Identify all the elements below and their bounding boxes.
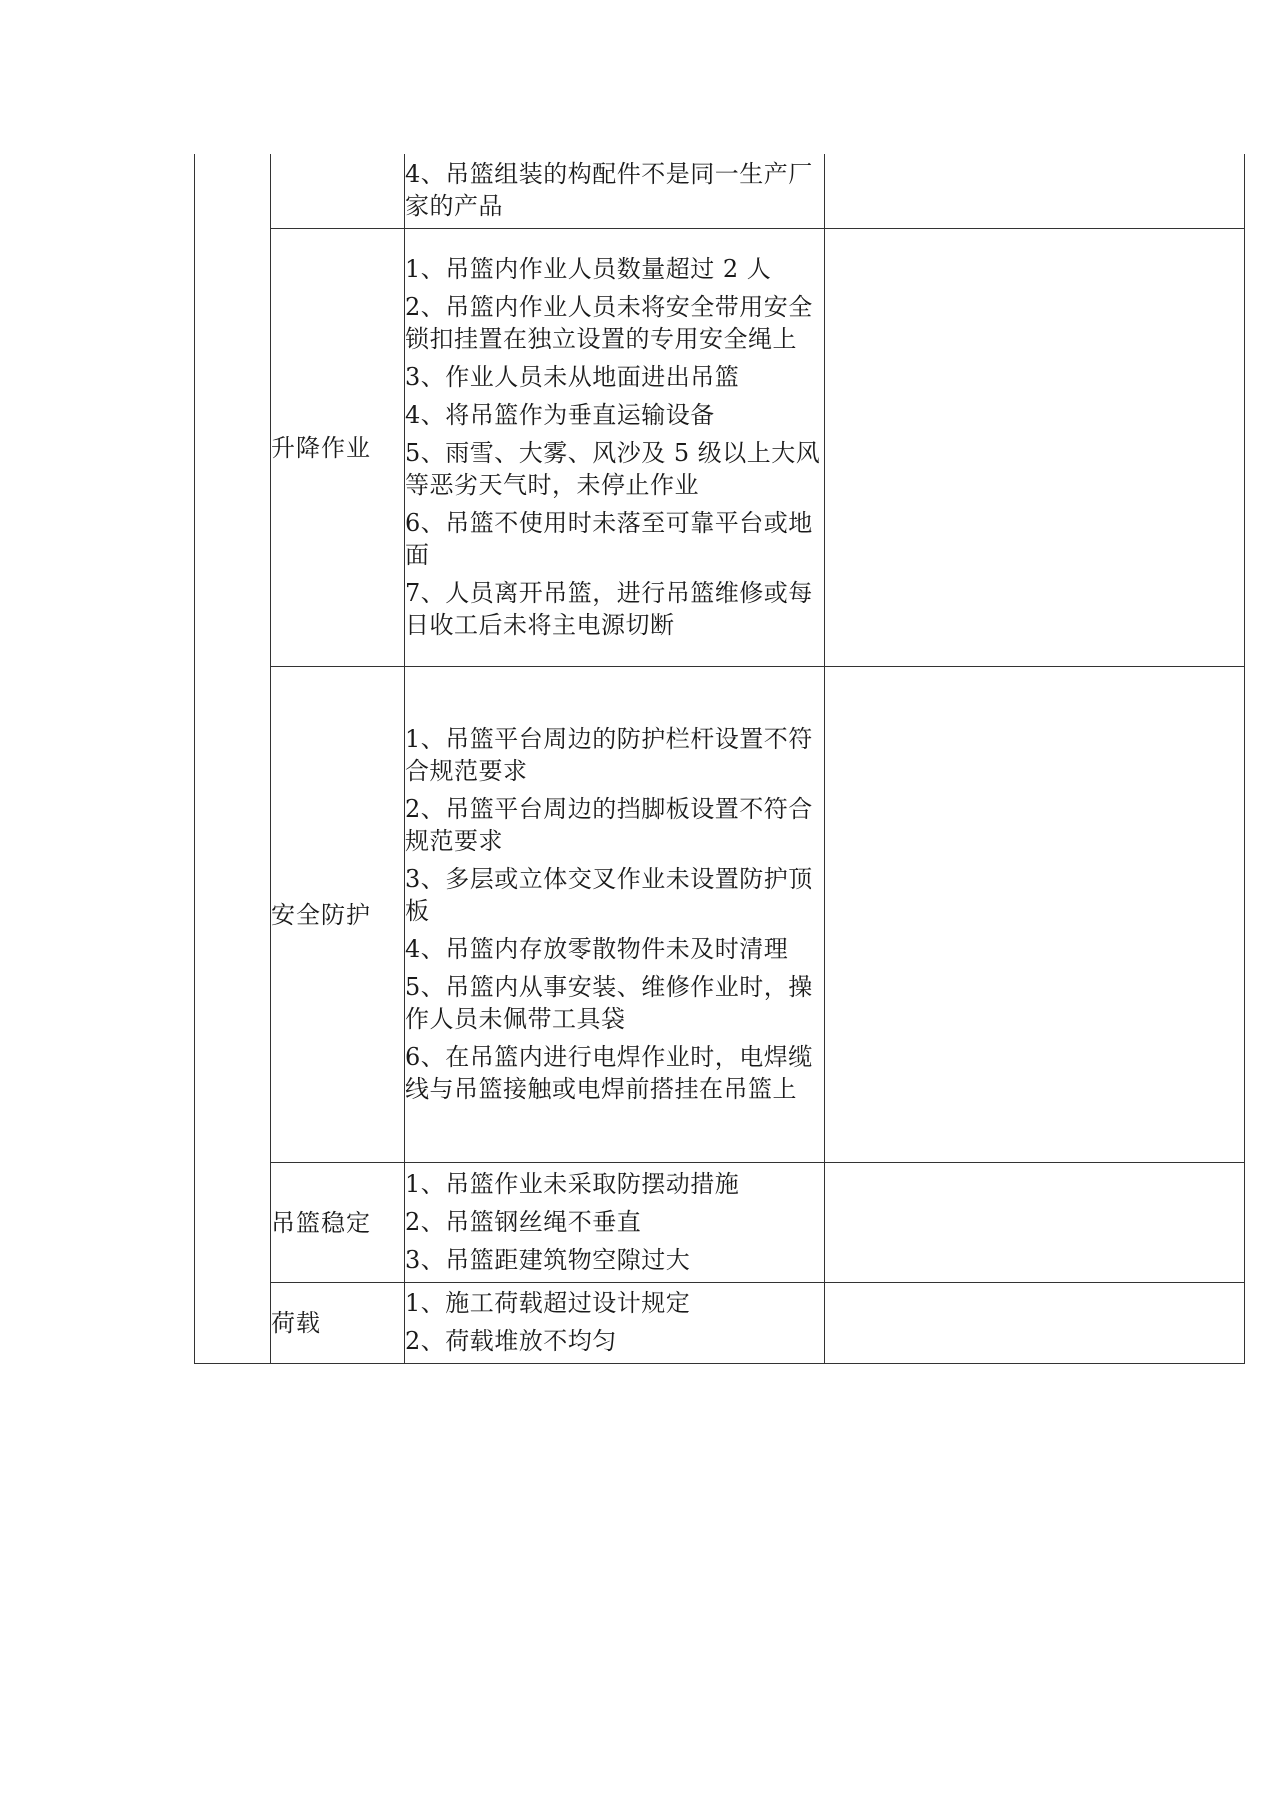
list-item: 3、多层或立体交叉作业未设置防护顶板 xyxy=(405,864,813,925)
list-item: 6、吊篮不使用时未落至可靠平台或地面 xyxy=(405,508,813,569)
list-item: 6、在吊篮内进行电焊作业时，电焊缆线与吊篮接触或电焊前搭挂在吊篮上 xyxy=(405,1042,813,1103)
table-row xyxy=(195,1163,1245,1283)
result-cell xyxy=(825,229,1245,667)
list-item: 2、吊篮钢丝绳不垂直 xyxy=(405,1207,642,1236)
list-item: 2、荷载堆放不均匀 xyxy=(405,1327,617,1355)
list-item: 1、吊篮平台周边的防护栏杆设置不符合规范要求 xyxy=(405,724,813,785)
category-cell: 升降作业 xyxy=(271,229,405,667)
result-cell xyxy=(825,667,1245,1163)
list-item: 2、吊篮内作业人员未将安全带用安全锁扣挂置在独立设置的专用安全绳上 xyxy=(405,292,813,353)
list-item: 4、吊篮组装的构配件不是同一生产厂家的产品 xyxy=(405,160,813,220)
list-item: 2、吊篮平台周边的挡脚板设置不符合规范要求 xyxy=(405,794,813,855)
result-cell xyxy=(825,154,1245,229)
list-item: 5、雨雪、大雾、风沙及 5 级以上大风等恶劣天气时，未停止作业 xyxy=(405,438,821,499)
merged-left-cell xyxy=(195,154,271,1364)
table-row xyxy=(195,667,1245,1163)
result-cell xyxy=(825,1283,1245,1364)
table-row xyxy=(195,1283,1245,1364)
category-cell: 荷载 xyxy=(271,1283,405,1364)
table-row xyxy=(195,229,1245,667)
table-row xyxy=(195,154,1245,229)
list-item: 3、吊篮距建筑物空隙过大 xyxy=(405,1245,691,1274)
list-item: 4、将吊篮作为垂直运输设备 xyxy=(405,400,715,429)
list-item: 1、施工荷载超过设计规定 xyxy=(405,1289,691,1317)
items-cell xyxy=(405,154,825,229)
list-item: 7、人员离开吊篮，进行吊篮维修或每日收工后未将主电源切断 xyxy=(405,578,813,639)
list-item: 1、吊篮内作业人员数量超过 2 人 xyxy=(405,254,772,283)
inspection-table xyxy=(194,154,1245,1364)
items-cell xyxy=(405,229,825,667)
list-item: 3、作业人员未从地面进出吊篮 xyxy=(405,362,740,391)
category-cell: 吊篮稳定 xyxy=(271,1163,405,1283)
list-item: 5、吊篮内从事安装、维修作业时，操作人员未佩带工具袋 xyxy=(405,972,813,1033)
category-cell xyxy=(271,154,405,229)
items-cell xyxy=(405,1163,825,1283)
category-cell: 安全防护 xyxy=(271,667,405,1163)
list-item: 4、吊篮内存放零散物件未及时清理 xyxy=(405,934,789,963)
items-cell xyxy=(405,1283,825,1364)
list-item: 1、吊篮作业未采取防摆动措施 xyxy=(405,1169,740,1198)
items-cell xyxy=(405,667,825,1163)
result-cell xyxy=(825,1163,1245,1283)
